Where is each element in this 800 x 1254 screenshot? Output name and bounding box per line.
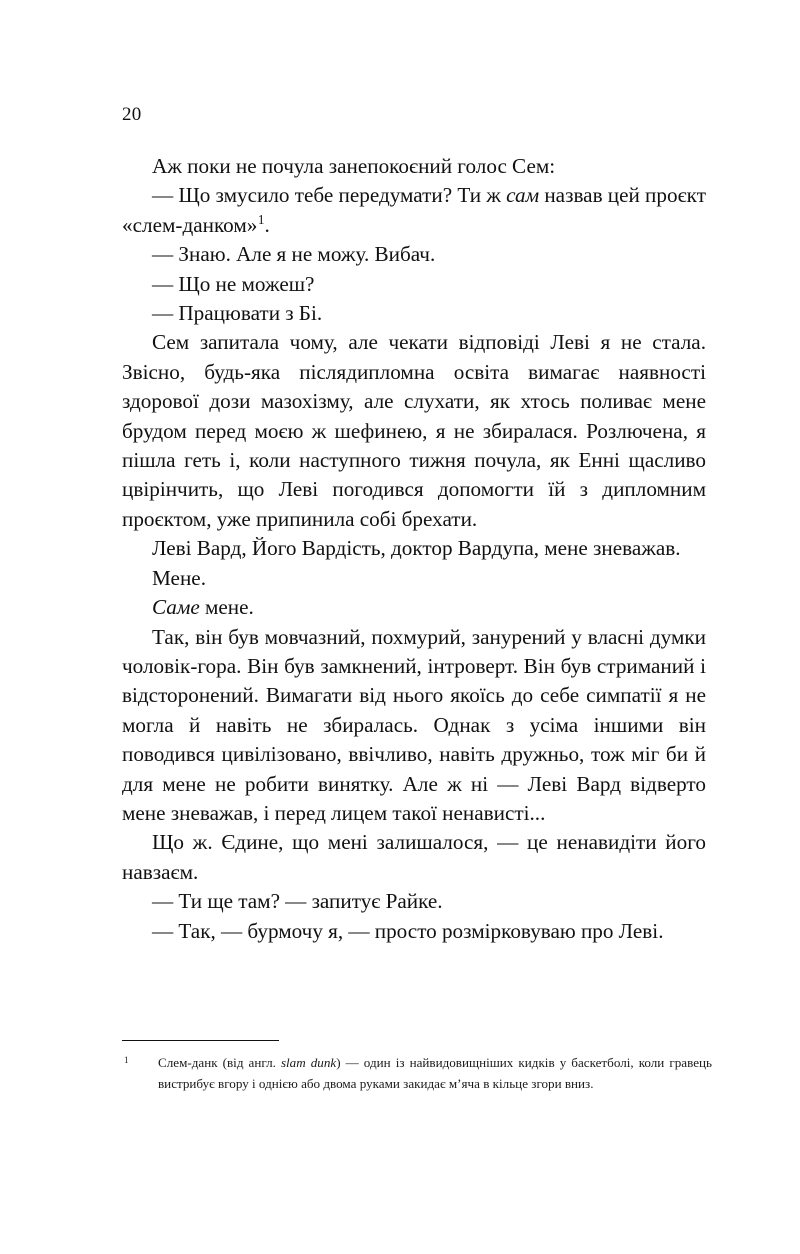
emphasis-sam: сам xyxy=(506,183,540,208)
footnote-text-post: ) — один із найвидовищніших кидків у баскетболі, коли гравець вистрибує вгору і однією або двома руками закидає м’яча в кільце згори вниз. xyxy=(158,1055,713,1091)
paragraph: Що ж. Єдине, що мені залишалося, — це ненавидіти його навзаєм. xyxy=(122,830,706,884)
footnote-item xyxy=(122,1053,712,1094)
footnote-reference-1[interactable]: 1 xyxy=(257,211,265,227)
emphasis-slam-dunk: slam dunk xyxy=(280,1055,337,1070)
page-number: 20 xyxy=(122,104,142,125)
paragraph-text-post: мене. xyxy=(199,595,254,620)
paragraph-with-emphasis xyxy=(122,593,706,622)
paragraph: Аж поки не почула занепокоєний голос Сем: xyxy=(152,154,556,178)
paragraph-with-footnote-ref xyxy=(122,181,706,240)
footnote-area xyxy=(122,1040,712,1094)
footnote-text-pre: Слем-данк (від англ. xyxy=(158,1055,281,1070)
footnote-marker: 1 xyxy=(124,1055,129,1065)
paragraph: — Знаю. Але я не можу. Вибач. xyxy=(152,242,436,267)
emphasis-same: Саме xyxy=(152,595,200,620)
paragraph: Сем запитала чому, але чекати відповіді Леві я не стала. Звісно, будь-яка післядипломна освіта вимагає наявності здорової дози мазохізму, але слухати, як хтось поливає мене брудом перед моєю ж шефинею, я не збиралася. Розлючена, я пішла геть і, коли наступного тижня почула, як Енні щасливо цвірінчить, що Леві погодився допомогти їй з дипломним проєктом, уже припинила собі брехати. xyxy=(122,330,706,531)
paragraph: — Так, — бурмочу я, — просто розмірковуваю про Леві. xyxy=(152,918,664,943)
paragraph: — Ти ще там? — запитує Райке. xyxy=(152,889,443,914)
body-text-column xyxy=(122,152,706,946)
paragraph: — Працювати з Бі. xyxy=(152,301,323,326)
paragraph: Мене. xyxy=(152,565,207,590)
paragraph-text-tail: . xyxy=(264,212,270,237)
footnote-separator-rule xyxy=(122,1040,279,1041)
paragraph: Леві Вард, Його Вардість, доктор Вардупа, мене зневажав. xyxy=(152,536,681,561)
paragraph-text-pre: — Що змусило тебе передумати? Ти ж xyxy=(152,183,507,208)
paragraph: Так, він був мовчазний, похмурий, занурений у власні думки чоловік-гора. Він був замкнений, інтроверт. Він був стриманий і відсторонений. Вимагати від нього якоїсь до себе симпатії я не могла й навіть не збиралась. Однак з усіма іншими він поводився цивілізовано, ввічливо, навіть дружньо, тож міг би й для мене не робити винятку. Але ж ні — Леві Вард відверто мене зневажав, і перед лицем такої ненависті... xyxy=(122,624,706,825)
paragraph: — Що не можеш? xyxy=(152,271,315,296)
paragraph-text-post: назвав цей проєкт «слем-данком» xyxy=(122,183,706,237)
